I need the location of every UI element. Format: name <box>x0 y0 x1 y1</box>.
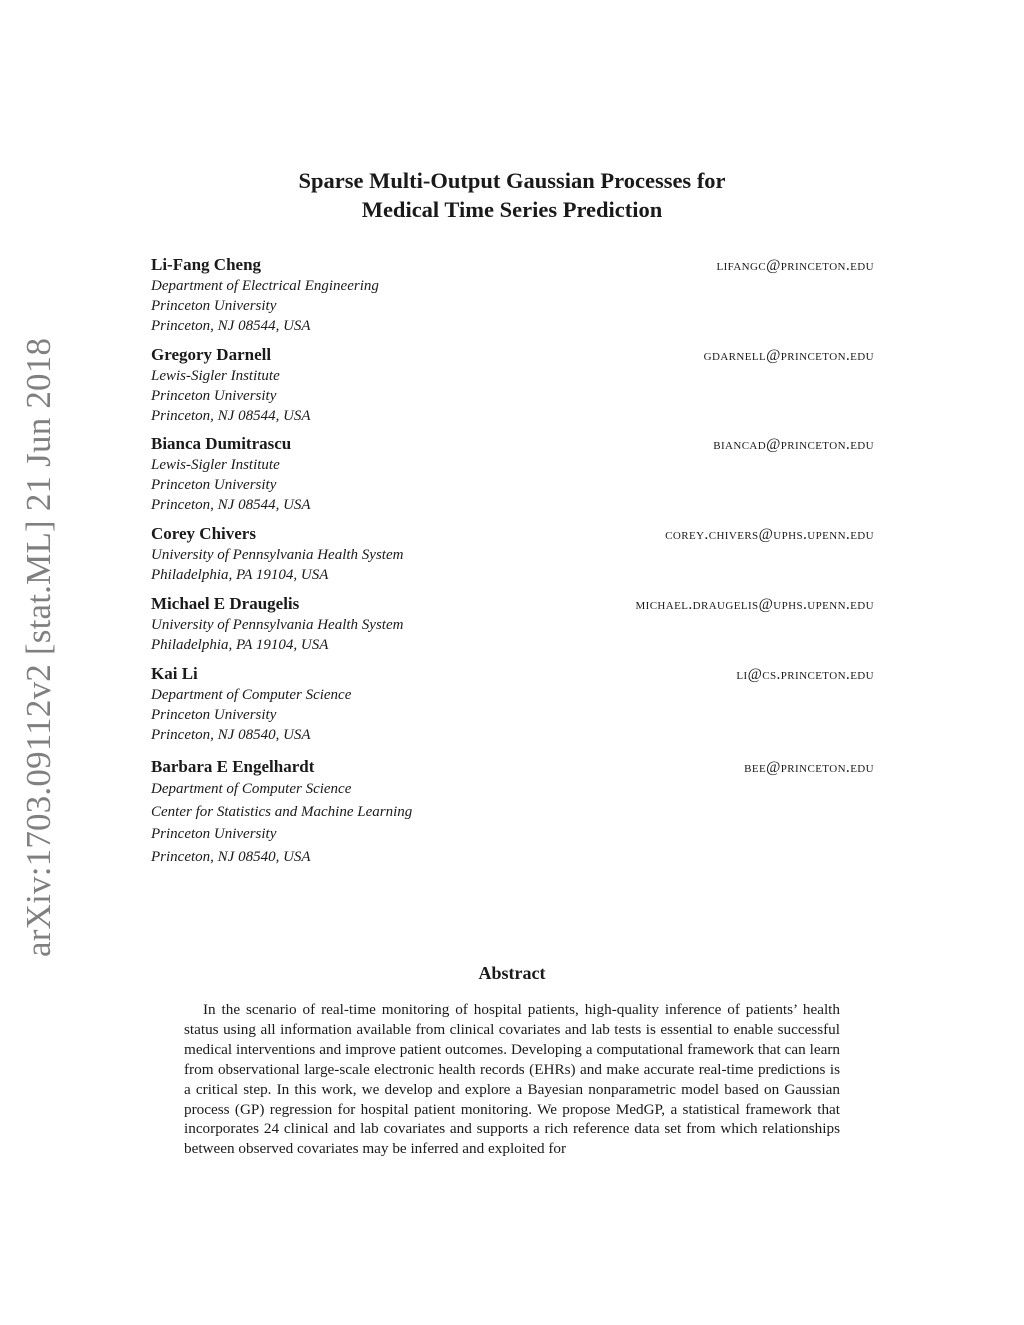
author-name: Barbara E Engelhardt <box>151 757 315 776</box>
abstract-body: In the scenario of real-time monitoring of hospital patients, high-quality inference of patients’ health status using all information available from clinical covariates and lab tests is essential to enable successful medical interventions and improve patient outcomes. Developing a computational framework that can learn from observational large-scale electronic health records (EHRs) and make accurate real-time predictions is a critical step. In this work, we develop and explore a Bayesian nonparametric model based on Gaussian process (GP) regression for hospital patient monitoring. We propose MedGP, a statistical framework that incorporates 24 clinical and lab covariates and supports a rich reference data set from which relationships between observed covariates may be inferred and exploited for <box>184 1001 840 1158</box>
arxiv-identifier-stamp: arXiv:1703.09112v2 [stat.ML] 21 Jun 2018 <box>19 337 58 957</box>
author-address: Philadelphia, PA 19104, USA <box>151 567 329 583</box>
author-name: Li-Fang Cheng <box>151 255 262 274</box>
author-institution: Princeton University <box>151 707 277 723</box>
author-email[interactable]: gdarnell@princeton.edu <box>703 347 874 364</box>
author-email[interactable]: corey.chivers@uphs.upenn.edu <box>665 526 874 543</box>
author-institution: University of Pennsylvania Health System <box>151 547 404 563</box>
author-email[interactable]: lifangc@princeton.edu <box>716 257 874 274</box>
author-department: Department of Computer Science <box>151 781 352 797</box>
author-block-dumitrascu <box>151 433 874 515</box>
author-block-li <box>151 663 874 745</box>
author-institution: Princeton University <box>151 298 277 314</box>
author-address: Princeton, NJ 08544, USA <box>151 497 311 513</box>
author-name: Gregory Darnell <box>151 345 272 364</box>
author-block-chivers <box>151 523 874 585</box>
paper-title-line-2: Medical Time Series Prediction <box>361 197 663 222</box>
paper-title-line-1: Sparse Multi-Output Gaussian Processes for <box>298 168 726 193</box>
author-department: Department of Electrical Engineering <box>151 278 379 294</box>
author-institution: Princeton University <box>151 826 277 842</box>
author-department: Department of Computer Science <box>151 687 352 703</box>
author-institution: Princeton University <box>151 388 277 404</box>
abstract-heading: Abstract <box>478 963 546 983</box>
author-institution: University of Pennsylvania Health System <box>151 617 404 633</box>
author-name: Kai Li <box>151 664 198 683</box>
author-name: Michael E Draugelis <box>151 594 300 613</box>
author-email[interactable]: michael.draugelis@uphs.upenn.edu <box>635 596 874 613</box>
author-address: Princeton, NJ 08540, USA <box>151 848 311 865</box>
author-email[interactable]: bee@princeton.edu <box>744 759 874 776</box>
author-address: Philadelphia, PA 19104, USA <box>151 637 329 653</box>
author-block-darnell <box>151 344 874 426</box>
author-address: Princeton, NJ 08544, USA <box>151 408 311 424</box>
paper-title <box>0 166 1024 224</box>
author-center: Center for Statistics and Machine Learning <box>151 803 413 820</box>
author-address: Princeton, NJ 08540, USA <box>151 727 311 743</box>
author-address: Princeton, NJ 08544, USA <box>151 318 311 334</box>
author-email[interactable]: biancad@princeton.edu <box>713 436 874 453</box>
author-name: Corey Chivers <box>151 524 256 543</box>
author-email[interactable]: li@cs.princeton.edu <box>736 666 874 683</box>
author-block-cheng <box>151 254 874 336</box>
author-name: Bianca Dumitrascu <box>151 434 292 453</box>
author-department: Lewis-Sigler Institute <box>151 457 280 473</box>
author-institution: Princeton University <box>151 477 277 493</box>
author-block-engelhardt <box>151 756 874 868</box>
author-department: Lewis-Sigler Institute <box>151 368 280 384</box>
author-block-draugelis <box>151 593 874 655</box>
